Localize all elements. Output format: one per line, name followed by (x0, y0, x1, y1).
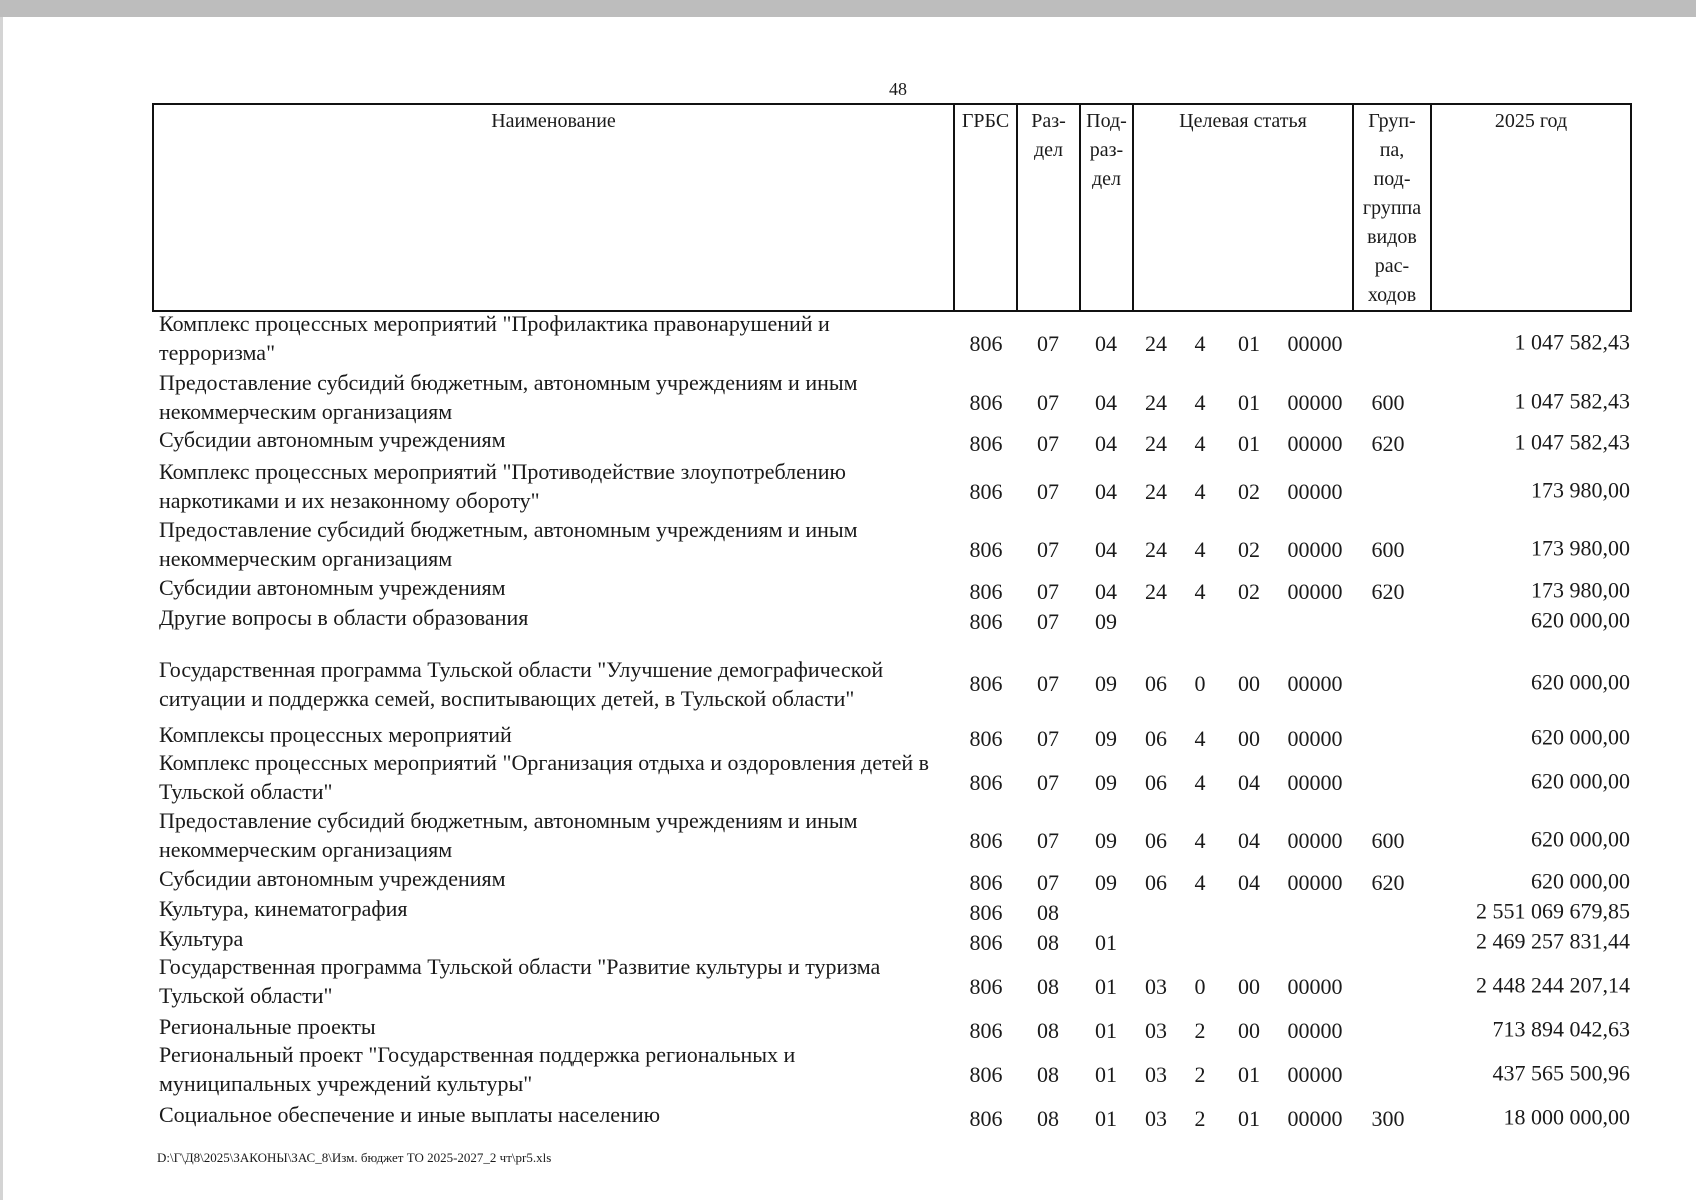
target-program-cell: 06 (1145, 726, 1167, 751)
razdel-cell: 07 (1037, 390, 1059, 415)
target-subitem-cell: 01 (1238, 390, 1260, 415)
target-program-cell: 24 (1145, 331, 1167, 356)
row-name: Предоставление субсидий бюджетным, автономным учреждениям и иным некоммерческим организациям (159, 517, 858, 571)
target-subitem-cell: 00 (1238, 974, 1260, 999)
table-header (152, 103, 1632, 312)
header-group-line: видов (1367, 226, 1417, 248)
target-direction-cell: 00000 (1287, 726, 1343, 751)
grbs-cell: 806 (969, 870, 1003, 895)
razdel-cell: 07 (1037, 609, 1059, 634)
target-subitem-cell: 01 (1238, 331, 1260, 356)
header-podrazdel-line: Под- (1086, 110, 1127, 132)
podrazdel-cell: 04 (1095, 390, 1117, 415)
grbs-cell: 806 (969, 479, 1003, 504)
target-direction-cell: 00000 (1287, 579, 1343, 604)
row-name: Социальное обеспечение и иные выплаты населению (159, 1102, 661, 1127)
target-type-cell: 4 (1194, 537, 1206, 562)
grbs-cell: 806 (969, 671, 1003, 696)
target-direction-cell: 00000 (1287, 1062, 1343, 1087)
row-name: Комплекс процессных мероприятий "Организация отдыха и оздоровления детей в Тульской области" (159, 750, 930, 804)
podrazdel-cell: 09 (1095, 726, 1117, 751)
table-row (152, 750, 1632, 812)
target-subitem-cell: 00 (1238, 726, 1260, 751)
razdel-cell: 07 (1037, 770, 1059, 795)
podrazdel-cell: 09 (1095, 609, 1117, 634)
razdel-cell: 08 (1037, 930, 1059, 955)
amount-cell: 173 980,00 (1531, 535, 1630, 561)
amount-cell: 620 000,00 (1531, 768, 1630, 794)
expense-group-cell: 620 (1371, 579, 1405, 604)
target-program-cell: 03 (1145, 1106, 1167, 1131)
header-year-label: 2025 год (1494, 110, 1568, 132)
razdel-cell: 07 (1037, 726, 1059, 751)
podrazdel-cell: 01 (1095, 1062, 1117, 1087)
row-name: Комплексы процессных мероприятий (159, 722, 512, 747)
grbs-cell: 806 (969, 770, 1003, 795)
row-name: Культура (159, 926, 244, 951)
target-direction-cell: 00000 (1287, 770, 1343, 795)
grbs-cell: 806 (969, 828, 1003, 853)
header-year (1430, 105, 1630, 310)
target-direction-cell: 00000 (1287, 431, 1343, 456)
header-target-article (1132, 105, 1352, 310)
amount-cell: 620 000,00 (1531, 826, 1630, 852)
razdel-cell: 08 (1037, 900, 1059, 925)
expense-group-cell: 300 (1371, 1106, 1405, 1131)
target-type-cell: 4 (1194, 431, 1206, 456)
target-subitem-cell: 00 (1238, 671, 1260, 696)
target-program-cell: 06 (1145, 671, 1167, 696)
target-direction-cell: 00000 (1287, 828, 1343, 853)
grbs-cell: 806 (969, 1062, 1003, 1087)
razdel-cell: 07 (1037, 579, 1059, 604)
row-name: Другие вопросы в области образования (159, 605, 529, 630)
razdel-cell: 08 (1037, 1062, 1059, 1087)
grbs-cell: 806 (969, 974, 1003, 999)
target-direction-cell: 00000 (1287, 1106, 1343, 1131)
podrazdel-cell: 09 (1095, 828, 1117, 853)
row-name: Комплекс процессных мероприятий "Противодействие злоупотреблению наркотиками и их незаконному обороту" (159, 459, 846, 513)
amount-cell: 173 980,00 (1531, 577, 1630, 603)
header-group-line: под- (1373, 168, 1411, 190)
amount-cell: 1 047 582,43 (1514, 329, 1630, 355)
target-program-cell: 03 (1145, 1018, 1167, 1043)
header-grbs (953, 105, 1016, 310)
row-name: Субсидии автономным учреждениям (159, 866, 506, 891)
grbs-cell: 806 (969, 900, 1003, 925)
target-direction-cell: 00000 (1287, 390, 1343, 415)
header-name-label: Наименование (491, 110, 616, 132)
row-name: Культура, кинематография (159, 896, 408, 921)
header-group-line: ходов (1367, 284, 1417, 306)
expense-group-cell: 600 (1371, 390, 1405, 415)
podrazdel-cell: 01 (1095, 1106, 1117, 1131)
amount-cell: 2 448 244 207,14 (1476, 972, 1630, 998)
amount-cell: 173 980,00 (1531, 477, 1630, 503)
amount-cell: 2 469 257 831,44 (1476, 928, 1630, 954)
target-type-cell: 4 (1194, 770, 1206, 795)
grbs-cell: 806 (969, 579, 1003, 604)
file-path-footer: D:\Г\Д8\2025\ЗАКОНЫ\ЗАС_8\Изм. бюджет ТО 2025-2027_2 чт\pr5.xls (157, 1150, 552, 1165)
target-subitem-cell: 01 (1238, 1062, 1260, 1087)
row-name: Региональные проекты (159, 1014, 376, 1039)
grbs-cell: 806 (969, 609, 1003, 634)
scanner-left-edge (0, 17, 3, 1200)
amount-cell: 620 000,00 (1531, 724, 1630, 750)
grbs-cell: 806 (969, 1106, 1003, 1131)
table-row (152, 1042, 1632, 1104)
target-type-cell: 4 (1194, 726, 1206, 751)
razdel-cell: 07 (1037, 331, 1059, 356)
table-row (152, 954, 1632, 1016)
podrazdel-cell: 04 (1095, 537, 1117, 562)
amount-cell: 620 000,00 (1531, 868, 1630, 894)
amount-cell: 2 551 069 679,85 (1476, 898, 1630, 924)
expense-group-cell: 600 (1371, 828, 1405, 853)
amount-cell: 713 894 042,63 (1492, 1016, 1630, 1042)
target-type-cell: 2 (1194, 1106, 1206, 1131)
razdel-cell: 08 (1037, 1106, 1059, 1131)
target-subitem-cell: 04 (1238, 828, 1260, 853)
target-subitem-cell: 04 (1238, 870, 1260, 895)
target-type-cell: 2 (1194, 1062, 1206, 1087)
header-podrazdel-line: дел (1091, 168, 1122, 190)
target-type-cell: 0 (1194, 671, 1206, 696)
target-program-cell: 24 (1145, 479, 1167, 504)
table-row (152, 808, 1632, 870)
razdel-cell: 07 (1037, 479, 1059, 504)
grbs-cell: 806 (969, 390, 1003, 415)
target-program-cell: 03 (1145, 1062, 1167, 1087)
podrazdel-cell: 04 (1095, 479, 1117, 504)
podrazdel-cell: 04 (1095, 431, 1117, 456)
table-row (152, 607, 1632, 637)
target-subitem-cell: 00 (1238, 1018, 1260, 1043)
row-name: Предоставление субсидий бюджетным, автономным учреждениям и иным некоммерческим организациям (159, 370, 858, 424)
table-row (152, 645, 1632, 723)
target-subitem-cell: 04 (1238, 770, 1260, 795)
table-row (152, 1104, 1632, 1134)
target-program-cell: 24 (1145, 537, 1167, 562)
target-subitem-cell: 02 (1238, 579, 1260, 604)
row-name: Государственная программа Тульской области "Развитие культуры и туризма Тульской области" (159, 954, 881, 1008)
header-grbs-label: ГРБС (961, 110, 1010, 132)
razdel-cell: 08 (1037, 1018, 1059, 1043)
podrazdel-cell: 04 (1095, 579, 1117, 604)
razdel-cell: 07 (1037, 671, 1059, 696)
header-name (154, 105, 953, 310)
target-type-cell: 4 (1194, 390, 1206, 415)
target-type-cell: 0 (1194, 974, 1206, 999)
header-razdel-line: дел (1033, 139, 1064, 161)
row-name: Региональный проект "Государственная поддержка региональных и муниципальных учреждений культуры" (159, 1042, 796, 1096)
target-subitem-cell: 01 (1238, 1106, 1260, 1131)
expense-group-cell: 620 (1371, 431, 1405, 456)
target-program-cell: 03 (1145, 974, 1167, 999)
scanner-top-border (0, 0, 1696, 17)
header-podrazdel-line: раз- (1089, 139, 1124, 161)
amount-cell: 620 000,00 (1531, 607, 1630, 633)
row-name: Субсидии автономным учреждениям (159, 427, 506, 452)
podrazdel-cell: 09 (1095, 870, 1117, 895)
header-razdel-line: Раз- (1031, 110, 1066, 132)
expense-group-cell: 620 (1371, 870, 1405, 895)
amount-cell: 1 047 582,43 (1514, 388, 1630, 414)
podrazdel-cell: 09 (1095, 770, 1117, 795)
target-direction-cell: 00000 (1287, 537, 1343, 562)
row-name: Субсидии автономным учреждениям (159, 575, 506, 600)
table-row (152, 517, 1632, 579)
header-expense-group (1352, 105, 1430, 310)
target-direction-cell: 00000 (1287, 870, 1343, 895)
grbs-cell: 806 (969, 726, 1003, 751)
target-type-cell: 4 (1194, 828, 1206, 853)
grbs-cell: 806 (969, 1018, 1003, 1043)
target-subitem-cell: 02 (1238, 479, 1260, 504)
amount-cell: 437 565 500,96 (1492, 1060, 1630, 1086)
razdel-cell: 07 (1037, 870, 1059, 895)
amount-cell: 1 047 582,43 (1514, 429, 1630, 455)
razdel-cell: 08 (1037, 974, 1059, 999)
target-program-cell: 06 (1145, 770, 1167, 795)
target-type-cell: 4 (1194, 479, 1206, 504)
target-subitem-cell: 02 (1238, 537, 1260, 562)
expense-group-cell: 600 (1371, 537, 1405, 562)
header-razdel (1016, 105, 1079, 310)
row-name: Комплекс процессных мероприятий "Профилактика правонарушений и терроризма" (159, 311, 830, 365)
podrazdel-cell: 01 (1095, 974, 1117, 999)
razdel-cell: 07 (1037, 431, 1059, 456)
target-direction-cell: 00000 (1287, 1018, 1343, 1043)
header-group-line: Груп- (1368, 110, 1416, 132)
target-program-cell: 24 (1145, 390, 1167, 415)
table-row (152, 311, 1632, 373)
table-row (152, 429, 1632, 459)
target-direction-cell: 00000 (1287, 479, 1343, 504)
grbs-cell: 806 (969, 537, 1003, 562)
target-type-cell: 4 (1194, 870, 1206, 895)
grbs-cell: 806 (969, 331, 1003, 356)
podrazdel-cell: 01 (1095, 930, 1117, 955)
target-program-cell: 06 (1145, 870, 1167, 895)
razdel-cell: 07 (1037, 537, 1059, 562)
target-subitem-cell: 01 (1238, 431, 1260, 456)
target-direction-cell: 00000 (1287, 671, 1343, 696)
target-direction-cell: 00000 (1287, 974, 1343, 999)
row-name: Государственная программа Тульской области "Улучшение демографической ситуации и поддержка семей, воспитывающих детей, в Тульской области" (159, 657, 884, 711)
target-program-cell: 06 (1145, 828, 1167, 853)
target-direction-cell: 00000 (1287, 331, 1343, 356)
page-number: 48 (889, 79, 907, 99)
razdel-cell: 07 (1037, 828, 1059, 853)
podrazdel-cell: 01 (1095, 1018, 1117, 1043)
header-group-line: группа (1362, 197, 1422, 219)
target-program-cell: 24 (1145, 431, 1167, 456)
table-row (152, 459, 1632, 521)
target-type-cell: 2 (1194, 1018, 1206, 1043)
header-group-line: рас- (1374, 255, 1410, 277)
target-type-cell: 4 (1194, 579, 1206, 604)
amount-cell: 18 000 000,00 (1503, 1104, 1630, 1130)
header-podrazdel (1079, 105, 1132, 310)
grbs-cell: 806 (969, 930, 1003, 955)
podrazdel-cell: 09 (1095, 671, 1117, 696)
header-group-line: па, (1379, 139, 1405, 161)
target-program-cell: 24 (1145, 579, 1167, 604)
podrazdel-cell: 04 (1095, 331, 1117, 356)
grbs-cell: 806 (969, 431, 1003, 456)
table-row (152, 370, 1632, 432)
amount-cell: 620 000,00 (1531, 669, 1630, 695)
row-name: Предоставление субсидий бюджетным, автономным учреждениям и иным некоммерческим организациям (159, 808, 858, 862)
header-target-label: Целевая статья (1179, 110, 1307, 132)
target-type-cell: 4 (1194, 331, 1206, 356)
